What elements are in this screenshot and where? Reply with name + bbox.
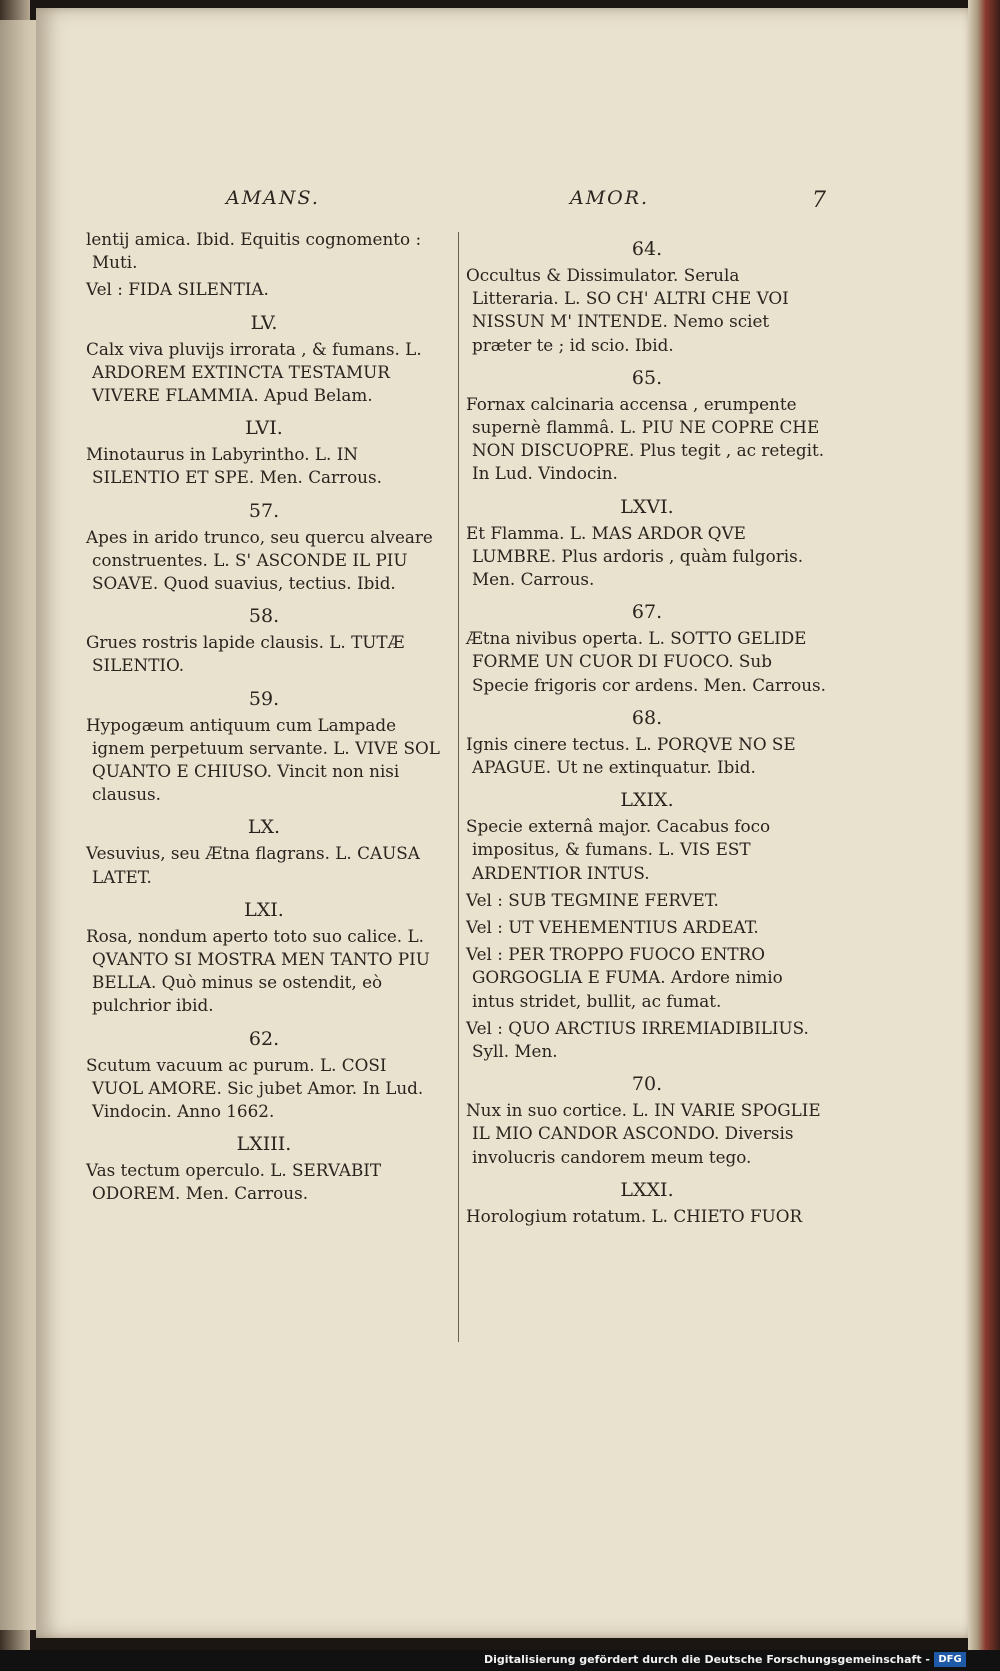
entry-text: Minotaurus in Labyrintho. L. IN SILENTIO ET SPE. Men. Carrous.	[86, 444, 382, 488]
entry-text: Fornax calcinaria accensa , erumpente supernè flammâ. L. PIU NE COPRE CHE NON DISCUOPRE. Plus tegit , ac retegit. In Lud. Vindocin.	[466, 393, 825, 484]
running-head-left: AMANS.	[226, 187, 320, 209]
entry-number: LXXI.	[620, 1178, 674, 1201]
entry-text: Et Flamma. L. MAS ARDOR QVE LUMBRE. Plus ardoris , quàm fulgoris. Men. Carrous.	[466, 522, 804, 590]
entry-number: LVI.	[245, 417, 283, 440]
entry-number: LX.	[247, 816, 281, 839]
entry-text: Specie externâ major. Cacabus foco impositus, & fumans. L. VIS EST ARDENTIOR INTUS.	[466, 816, 771, 883]
entry-text: Nux in suo cortice. L. IN VARIE SPOGLIE IL MIO CANDOR ASCONDO. Diversis involucris candorem meum tego.	[466, 1100, 821, 1167]
entry-number: LXI.	[244, 898, 284, 921]
emblem-entry	[86, 897, 442, 1018]
entry-text: Occultus & Dissimulator. Serula Litteraria. L. SO CH' ALTRI CHE VOI NISSUN M' INTENDE. Nemo sciet præter te ; id scio. Ibid.	[466, 265, 789, 355]
book-cover-edge	[968, 0, 1000, 1650]
emblem-entry	[466, 1017, 828, 1063]
emblem-entry	[86, 1026, 442, 1124]
entry-text: Ignis cinere tectus. L. PORQVE NO SE APAGUE. Ut ne extinquatur. Ibid.	[466, 733, 796, 778]
entry-number: LXIII.	[236, 1133, 292, 1156]
emblem-entry	[466, 705, 828, 779]
emblem-entry	[466, 236, 828, 357]
entry-number: 62.	[248, 1027, 280, 1050]
entry-text: Vel : QUO ARCTIUS IRREMIADIBILIUS. Syll. Men.	[466, 1017, 809, 1062]
emblem-entry	[86, 310, 442, 408]
emblem-entry	[86, 278, 442, 301]
right-column	[466, 228, 828, 1232]
emblem-entry	[86, 603, 442, 677]
emblem-entry	[466, 494, 828, 592]
entry-number: 70.	[631, 1073, 663, 1096]
entry-text: Vel : UT VEHEMENTIUS ARDEAT.	[466, 917, 759, 938]
entry-text: lentij amica. Ibid. Equitis cognomento : Muti.	[86, 229, 422, 273]
emblem-entry	[86, 814, 442, 888]
entry-number: 57.	[248, 499, 280, 522]
emblem-entry	[466, 1177, 828, 1228]
entry-number: 67.	[631, 601, 663, 624]
entry-text: Vel : SUB TEGMINE FERVET.	[466, 889, 719, 910]
dfg-logo: DFG	[934, 1652, 966, 1667]
entry-text: Vel : PER TROPPO FUOCO ENTRO GORGOGLIA E FUMA. Ardore nimio intus stridet, bullit, ac fumat.	[466, 944, 783, 1011]
entry-number: 68.	[631, 706, 663, 729]
emblem-entry	[466, 943, 828, 1013]
entry-text: Grues rostris lapide clausis. L. TUTÆ SILENTIO.	[86, 632, 405, 676]
entry-text: Vel : FIDA SILENTIA.	[86, 279, 269, 300]
emblem-entry	[466, 787, 828, 885]
previous-page-edge	[0, 20, 39, 1630]
entry-text: Ætna nivibus operta. L. SOTTO GELIDE FORME UN CUOR DI FUOCO. Sub Specie frigoris cor ardens. Men. Carrous.	[466, 628, 826, 695]
emblem-entry	[86, 498, 442, 596]
emblem-entry	[86, 228, 442, 274]
emblem-entry	[466, 365, 828, 486]
entry-text: Vesuvius, seu Ætna flagrans. L. CAUSA LATET.	[86, 843, 420, 887]
entry-number: 58.	[248, 605, 280, 628]
running-head-right: AMOR.	[570, 187, 650, 209]
entry-number: LV.	[250, 311, 278, 334]
page-number: 7	[812, 188, 826, 213]
emblem-entry	[466, 916, 828, 939]
entry-number: 59.	[248, 687, 280, 710]
left-column	[86, 228, 442, 1210]
emblem-entry	[466, 1071, 828, 1169]
emblem-entry	[86, 686, 442, 807]
entry-text: Rosa, nondum aperto toto suo calice. L. QVANTO SI MOSTRA MEN TANTO PIU BELLA. Quò minus se ostendit, eò pulchrior ibid.	[86, 925, 430, 1016]
emblem-entry	[466, 599, 828, 697]
entry-text: Vas tectum operculo. L. SERVABIT ODOREM. Men. Carrous.	[86, 1160, 382, 1204]
entry-text: Horologium rotatum. L. CHIETO FUOR	[466, 1205, 803, 1226]
entry-number: 64.	[631, 238, 663, 260]
column-divider	[458, 232, 459, 1342]
entry-number: 65.	[631, 366, 663, 389]
emblem-entry	[86, 1131, 442, 1205]
entry-number: LXVI.	[620, 495, 674, 518]
emblem-entry	[466, 889, 828, 912]
emblem-entry	[86, 415, 442, 489]
entry-text: Hypogæum antiquum cum Lampade ignem perpetuum servante. L. VIVE SOL QUANTO E CHIUSO. Vincit non nisi clausus.	[86, 714, 440, 805]
entry-text: Apes in arido trunco, seu quercu alveare construentes. L. S' ASCONDE IL PIU SOAVE. Quod suavius, tectius. Ibid.	[86, 526, 433, 594]
entry-number: LXIX.	[620, 789, 674, 812]
footer-credit: Digitalisierung gefördert durch die Deutsche Forschungsgemeinschaft -	[483, 1653, 930, 1666]
entry-text: Scutum vacuum ac purum. L. COSI VUOL AMORE. Sic jubet Amor. In Lud. Vindocin. Anno 1662.	[86, 1054, 424, 1122]
entry-text: Calx viva pluvijs irrorata , & fumans. L. ARDOREM EXTINCTA TESTAMUR VIVERE FLAMMIA. Apud Belam.	[86, 338, 422, 406]
